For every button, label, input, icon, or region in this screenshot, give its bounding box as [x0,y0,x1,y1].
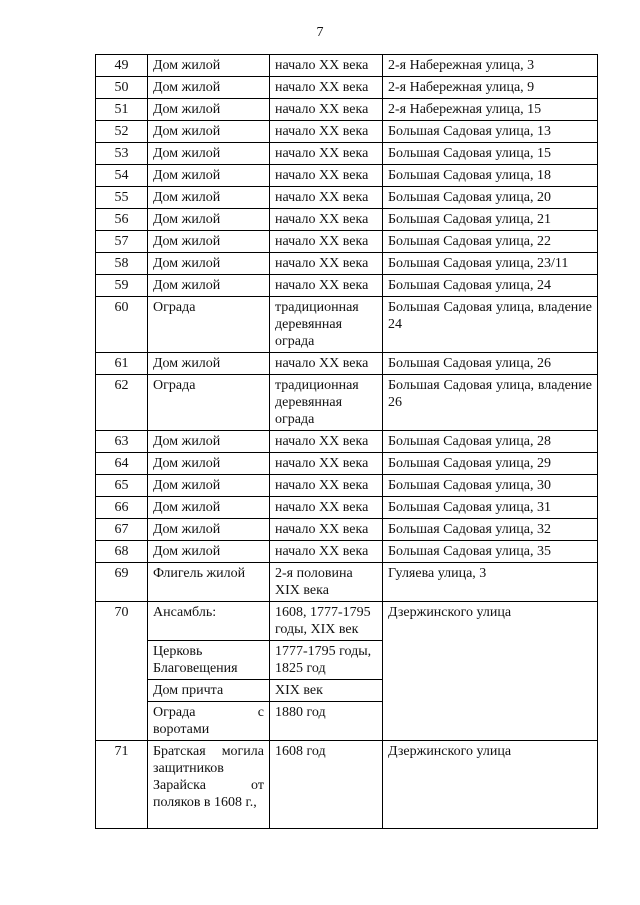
object-name: Дом жилой [148,431,270,453]
table-body [96,55,598,829]
object-name: Дом жилой [148,231,270,253]
row-number: 49 [96,55,148,77]
table-row [96,519,598,541]
object-date: начало XX века [270,187,383,209]
table-row [96,541,598,563]
row-number: 56 [96,209,148,231]
heritage-objects-table [95,54,598,829]
object-address: Большая Садовая улица, 28 [383,431,598,453]
object-address: Большая Садовая улица, 30 [383,475,598,497]
object-address: Дзержинского улица [383,741,598,829]
row-number: 53 [96,143,148,165]
object-name: Братская могила защитников Зарайска от поляков в 1608 г., [148,741,270,829]
object-date: традиционная деревянная ограда [270,297,383,353]
object-name: Дом жилой [148,55,270,77]
object-name: Дом жилой [148,99,270,121]
table-row [96,353,598,375]
object-date: начало XX века [270,453,383,475]
object-name: Дом жилой [148,275,270,297]
table-row [96,55,598,77]
table-row [96,297,598,353]
table-row [96,275,598,297]
object-name: Дом жилой [148,519,270,541]
object-date: начало XX века [270,209,383,231]
object-address: Большая Садовая улица, 32 [383,519,598,541]
object-address: Большая Садовая улица, 21 [383,209,598,231]
table-row [96,77,598,99]
row-number: 64 [96,453,148,475]
object-date: начало XX века [270,165,383,187]
object-date: 1880 год [270,702,383,741]
object-address: Дзержинского улица [383,602,598,741]
object-date: 1777-1795 годы, 1825 год [270,641,383,680]
table-row [96,475,598,497]
object-date: начало XX века [270,143,383,165]
object-name: Ограда [148,297,270,353]
table-row [96,431,598,453]
object-address: 2-я Набережная улица, 15 [383,99,598,121]
table-row [96,121,598,143]
object-name: Дом жилой [148,187,270,209]
object-date: XIX век [270,680,383,702]
object-name: Дом жилой [148,453,270,475]
row-number: 58 [96,253,148,275]
object-address: Большая Садовая улица, 31 [383,497,598,519]
object-address: Большая Садовая улица, 13 [383,121,598,143]
object-name: Дом жилой [148,209,270,231]
object-date: начало XX века [270,353,383,375]
object-address: Большая Садовая улица, 23/11 [383,253,598,275]
object-address: Большая Садовая улица, владение 24 [383,297,598,353]
object-name: Дом жилой [148,77,270,99]
object-name: Дом жилой [148,121,270,143]
table-row [96,143,598,165]
object-date: начало XX века [270,55,383,77]
row-number: 66 [96,497,148,519]
object-address: Большая Садовая улица, 35 [383,541,598,563]
object-name: Дом жилой [148,253,270,275]
table-row [96,209,598,231]
object-date: традиционная деревянная ограда [270,375,383,431]
row-number: 68 [96,541,148,563]
object-date: начало XX века [270,431,383,453]
row-number: 69 [96,563,148,602]
object-address: Большая Садовая улица, 24 [383,275,598,297]
object-date: начало XX века [270,275,383,297]
table-row [96,187,598,209]
object-name: Дом жилой [148,353,270,375]
table-row [96,165,598,187]
row-number: 61 [96,353,148,375]
object-name: Дом жилой [148,165,270,187]
object-address: Большая Садовая улица, 15 [383,143,598,165]
object-address: 2-я Набережная улица, 3 [383,55,598,77]
row-number: 70 [96,602,148,741]
table-row [96,453,598,475]
object-name: Церковь Благовещения [148,641,270,680]
object-name: Ограда [148,375,270,431]
object-date: начало XX века [270,497,383,519]
object-address: Большая Садовая улица, 22 [383,231,598,253]
object-date: 1608, 1777-1795 годы, XIX век [270,602,383,641]
table-row [96,563,598,602]
table-row [96,497,598,519]
row-number: 63 [96,431,148,453]
row-number: 52 [96,121,148,143]
object-name: Ансамбль: [148,602,270,641]
table-row-71 [96,741,598,829]
object-name: Дом причта [148,680,270,702]
row-number: 65 [96,475,148,497]
object-address: Гуляева улица, 3 [383,563,598,602]
row-number: 59 [96,275,148,297]
table-row [96,231,598,253]
object-date: начало XX века [270,231,383,253]
object-name: Флигель жилой [148,563,270,602]
object-date: начало XX века [270,475,383,497]
table-row [96,375,598,431]
object-date: начало XX века [270,121,383,143]
object-name: Дом жилой [148,143,270,165]
object-date: начало XX века [270,541,383,563]
object-address: Большая Садовая улица, 20 [383,187,598,209]
table-row [96,253,598,275]
row-number: 62 [96,375,148,431]
table-row [96,99,598,121]
object-name: Дом жилой [148,541,270,563]
object-address: Большая Садовая улица, 29 [383,453,598,475]
object-date: 2-я половина XIX века [270,563,383,602]
object-date: начало XX века [270,77,383,99]
row-number: 54 [96,165,148,187]
object-date: начало XX века [270,253,383,275]
object-name: Ограда с воротами [148,702,270,741]
object-date: 1608 год [270,741,383,829]
object-name: Дом жилой [148,497,270,519]
object-name: Дом жилой [148,475,270,497]
object-date: начало XX века [270,99,383,121]
row-number: 71 [96,741,148,829]
table-row-70 [96,602,598,641]
row-number: 50 [96,77,148,99]
page-number: 7 [316,25,324,40]
row-number: 55 [96,187,148,209]
object-address: Большая Садовая улица, 18 [383,165,598,187]
row-number: 67 [96,519,148,541]
object-date: начало XX века [270,519,383,541]
row-number: 51 [96,99,148,121]
object-address: Большая Садовая улица, владение 26 [383,375,598,431]
row-number: 57 [96,231,148,253]
object-address: Большая Садовая улица, 26 [383,353,598,375]
object-address: 2-я Набережная улица, 9 [383,77,598,99]
row-number: 60 [96,297,148,353]
